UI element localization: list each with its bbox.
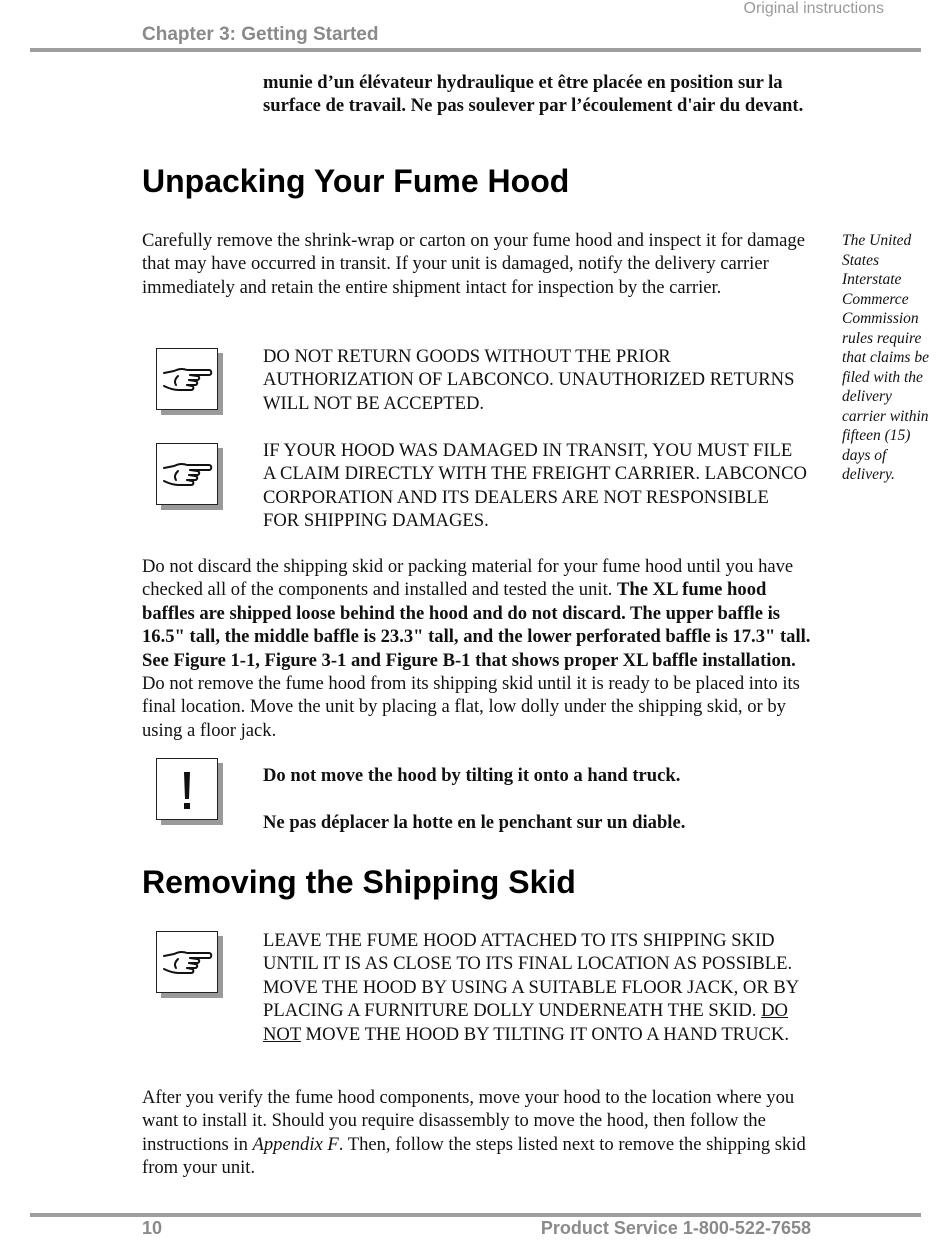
warning-text-french: Ne pas déplacer la hotte en le penchant sur un diable. bbox=[263, 812, 686, 833]
note-box-3 bbox=[156, 931, 218, 993]
section-removing-skid-heading: Removing the Shipping Skid bbox=[142, 864, 576, 900]
note3-do-not: DO NOT bbox=[263, 1000, 788, 1045]
exclamation-icon bbox=[157, 759, 217, 819]
note-box-2 bbox=[156, 443, 218, 505]
para2-bold-baffle-info: The XL fume hood baffles are shipped loose behind the hood and do not discard. The upper baffle is 16.5" tall, the middle baffle is 23.3" tall, and the lower perforated baffle is 17.3" tall. See Figure 1-1, Figure 3-1 and Figure B-1 that shows proper XL baffle installation. bbox=[142, 579, 811, 671]
note3-end: MOVE THE HOOD BY TILTING IT ONTO A HAND TRUCK. bbox=[300, 1023, 789, 1045]
header-rule bbox=[30, 48, 921, 52]
note3-start: LEAVE THE FUME HOOD ATTACHED TO ITS SHIPPING SKID UNTIL IT IS AS CLOSE TO ITS FINAL LOCATION AS POSSIBLE. MOVE THE HOOD BY USING A SUITABLE FLOOR JACK, OR BY PLACING A FURNITURE DOLLY UNDERNEATH THE SKID. bbox=[263, 930, 799, 1022]
note-text-leave-on-skid bbox=[263, 929, 808, 1046]
pointing-hand-icon bbox=[157, 444, 217, 504]
para2-end: Do not remove the fume hood from its shipping skid until it is ready to be placed into its final location. Move the unit by placing a flat, low dolly under the shipping skid, or by using a floor jack. bbox=[142, 673, 800, 741]
para2-start: Do not discard the shipping skid or packing material for your fume hood until you have checked all of the components and installed and tested the unit. bbox=[142, 556, 794, 601]
original-instructions-label: Original instructions bbox=[743, 0, 884, 17]
chapter-title: Chapter 3: Getting Started bbox=[142, 24, 379, 45]
shipping-skid-paragraph bbox=[142, 555, 814, 742]
verify-components-paragraph bbox=[142, 1086, 814, 1180]
pointing-hand-icon bbox=[157, 932, 217, 992]
note-text-damage-claim: IF YOUR HOOD WAS DAMAGED IN TRANSIT, YOU MUST FILE A CLAIM DIRECTLY WITH THE FREIGHT CARRIER. LABCONCO CORPORATION AND ITS DEALERS ARE NOT RESPONSIBLE FOR SHIPPING DAMAGES. bbox=[263, 440, 807, 532]
note-text-return-goods: DO NOT RETURN GOODS WITHOUT THE PRIOR AUTHORIZATION OF LABCONCO. UNAUTHORIZED RETURNS WILL NOT BE ACCEPTED. bbox=[263, 346, 795, 414]
pointing-hand-icon bbox=[157, 349, 217, 409]
appendix-f-reference: Appendix F bbox=[252, 1133, 339, 1155]
sidebar-note: The United States Interstate Commerce Commission rules require that claims be filed with the delivery carrier within fifteen (15) days of delivery. bbox=[842, 232, 929, 483]
unpacking-paragraph: Carefully remove the shrink-wrap or carton on your fume hood and inspect it for damage that may have occurred in transit. If your unit is damaged, notify the delivery carrier immediately and retain the entire shipment intact for inspection by the carrier. bbox=[142, 230, 805, 298]
para3-start: After you verify the fume hood components, move your hood to the location where you want to install it. Should you require disassembly to move the hood, then follow the instructions in bbox=[142, 1087, 795, 1155]
para3-end: . Then, follow the steps listed next to remove the shipping skid from your unit. bbox=[142, 1133, 806, 1179]
page-number: 10 bbox=[142, 1218, 163, 1238]
product-service-phone: Product Service 1-800-522-7658 bbox=[540, 1218, 811, 1238]
intro-french-text: munie d’un élévateur hydraulique et être placée en position sur la surface de travail. Ne pas soulever par l’écoulement d'air du devant. bbox=[263, 72, 804, 117]
footer-rule bbox=[30, 1213, 921, 1217]
note-box-1 bbox=[156, 348, 218, 410]
warning-text-english: Do not move the hood by tilting it onto a hand truck. bbox=[263, 765, 681, 786]
warning-box bbox=[156, 758, 218, 820]
section-unpacking-heading: Unpacking Your Fume Hood bbox=[142, 163, 570, 199]
